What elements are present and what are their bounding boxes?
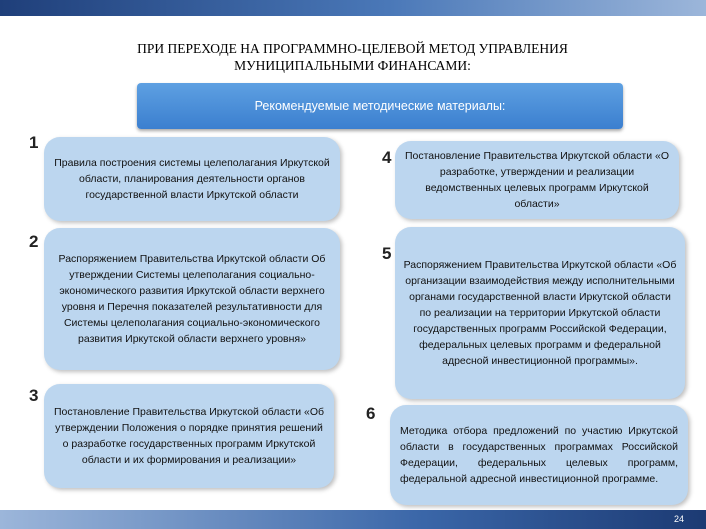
item-card-3 [44, 384, 334, 488]
item-number-1: 1 [29, 133, 39, 152]
item-number-3: 3 [29, 386, 39, 405]
item-number-6: 6 [366, 404, 376, 423]
item-card-2 [44, 228, 340, 370]
item-card-1 [44, 137, 340, 221]
bottom-decorative-bar [0, 510, 706, 529]
top-decorative-bar [0, 0, 706, 16]
slide-title-line-1: ПРИ ПЕРЕХОДЕ НА ПРОГРАММНО-ЦЕЛЕВОЙ МЕТОД УПРАВЛЕНИЯ [137, 41, 568, 56]
item-card-4 [395, 141, 679, 219]
item-number-4: 4 [382, 148, 392, 167]
item-text-6: Методика отбора предложений по участию Иркутской области в государственных программах Российской Федерации, федеральных целевых программ, федеральной адресной инвестиционной программе. [400, 425, 678, 485]
section-header: Рекомендуемые методические материалы: [137, 83, 623, 129]
item-text-5: Распоряжением Правительства Иркутской области «Об организации взаимодействия между исполнительными органами государственной власти Иркутской области по реализации на территории Иркутской области государственных программ Российской Федерации, федеральных целевых программ и федеральной адресной инвестиционной программы». [403, 259, 677, 367]
slide-title-line-2: МУНИЦИПАЛЬНЫМИ ФИНАНСАМИ: [234, 58, 471, 73]
slide-title [80, 40, 625, 74]
item-card-6 [390, 405, 688, 505]
page-number: 24 [673, 514, 684, 524]
item-text-4: Постановление Правительства Иркутской области «О разработке, утверждении и реализации ведомственных целевых программ Иркутской области» [404, 150, 670, 210]
item-text-3: Постановление Правительства Иркутской области «Об утверждении Положения о порядке принятия решений о разработке государственных программ Иркутской области и их формирования и реализации» [53, 406, 325, 466]
item-text-2: Распоряжением Правительства Иркутской области Об утверждении Системы целеполагания социально-экономического развития Иркутской области верхнего уровня и Перечня показателей результативности для Системы целеполагания социально-экономического развития Иркутской области верхнего уровня» [58, 253, 326, 345]
item-number-5: 5 [382, 244, 392, 263]
item-number-2: 2 [29, 232, 39, 251]
item-text-1: Правила построения системы целеполагания Иркутской области, планирования деятельности органов государственной власти Иркутской области [54, 157, 330, 201]
item-card-5 [395, 227, 685, 399]
